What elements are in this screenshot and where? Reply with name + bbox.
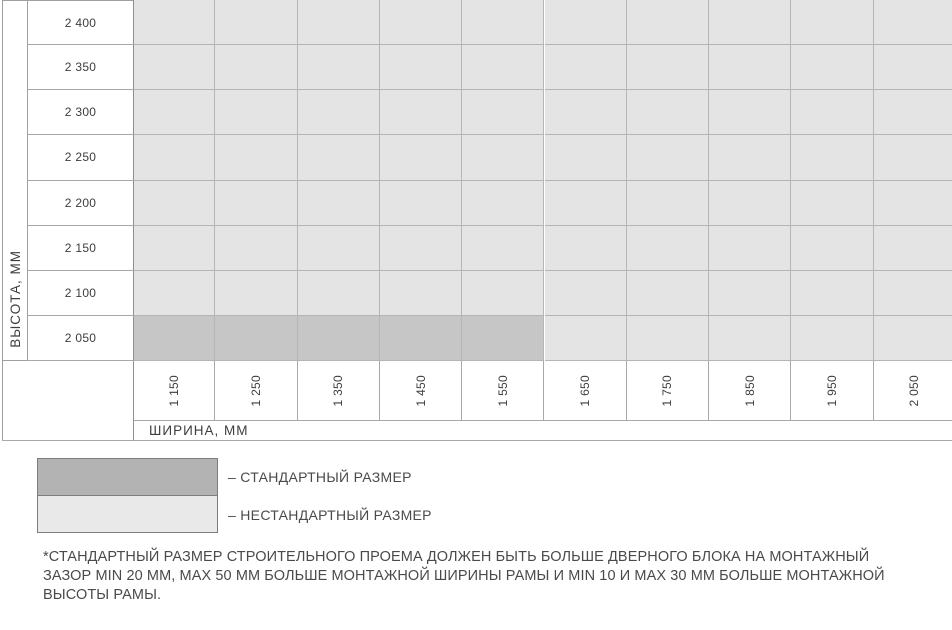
size-cell <box>709 226 791 271</box>
legend-swatch-nonstandard <box>37 495 218 533</box>
legend-swatch-standard <box>37 458 218 496</box>
size-cell <box>545 316 627 361</box>
size-cell <box>133 181 215 226</box>
size-cell <box>380 0 462 45</box>
size-cell <box>709 271 791 316</box>
footnote-line: ВЫСОТЫ РАМЫ. <box>43 587 162 604</box>
size-cell <box>298 90 380 135</box>
legend <box>37 458 218 533</box>
size-cell <box>627 181 709 226</box>
size-cell <box>874 0 952 45</box>
size-cell <box>298 135 380 180</box>
size-cell <box>709 90 791 135</box>
size-cell <box>133 271 215 316</box>
y-axis-cell <box>2 0 28 361</box>
col-header-label: 1 950 <box>825 374 840 407</box>
size-cell <box>709 135 791 180</box>
size-cell <box>380 271 462 316</box>
size-cell <box>545 226 627 271</box>
size-cell <box>709 45 791 90</box>
col-header <box>627 361 709 420</box>
row-header: 2 100 <box>28 271 133 316</box>
size-cell <box>627 90 709 135</box>
row-header: 2 200 <box>28 181 133 226</box>
size-cell <box>462 45 544 90</box>
col-header-label: 2 050 <box>907 374 922 407</box>
row-header: 2 250 <box>28 135 133 180</box>
row-header: 2 050 <box>28 316 133 361</box>
size-matrix <box>133 0 952 361</box>
size-cell <box>380 45 462 90</box>
size-cell <box>215 316 297 361</box>
size-cell <box>627 0 709 45</box>
col-header-label: 1 150 <box>167 374 182 407</box>
legend-label-nonstandard: – НЕСТАНДАРТНЫЙ РАЗМЕР <box>228 507 432 523</box>
size-cell <box>298 226 380 271</box>
size-cell <box>462 181 544 226</box>
size-cell <box>462 0 544 45</box>
size-cell <box>791 135 873 180</box>
size-cell <box>380 181 462 226</box>
col-header <box>874 361 952 420</box>
size-cell <box>709 181 791 226</box>
size-cell <box>462 271 544 316</box>
col-header-label: 1 350 <box>331 374 346 407</box>
size-cell <box>545 181 627 226</box>
footnote-line: *СТАНДАРТНЫЙ РАЗМЕР СТРОИТЕЛЬНОГО ПРОЕМА ДОЛЖЕН БЫТЬ БОЛЬШЕ ДВЕРНОГО БЛОКА НА МОНТАЖНЫЙ <box>43 549 870 565</box>
size-cell <box>133 226 215 271</box>
bottom-left-cell <box>2 361 133 441</box>
col-header <box>215 361 297 420</box>
size-cell <box>133 0 215 45</box>
size-cell <box>380 226 462 271</box>
row-header: 2 400 <box>28 0 133 45</box>
size-cell <box>791 316 873 361</box>
size-cell <box>627 226 709 271</box>
col-header <box>791 361 873 420</box>
size-cell <box>298 45 380 90</box>
size-cell <box>791 226 873 271</box>
col-header-label: 1 650 <box>578 374 593 407</box>
row-headers <box>28 0 133 361</box>
size-cell <box>874 45 952 90</box>
size-cell <box>627 271 709 316</box>
size-cell <box>791 181 873 226</box>
size-cell <box>791 45 873 90</box>
row-header: 2 350 <box>28 45 133 90</box>
size-cell <box>298 0 380 45</box>
size-cell <box>545 45 627 90</box>
row-header: 2 300 <box>28 90 133 135</box>
size-cell <box>462 90 544 135</box>
col-header-label: 1 850 <box>742 374 757 407</box>
size-cell <box>215 135 297 180</box>
size-cell <box>874 181 952 226</box>
size-cell <box>215 45 297 90</box>
col-header <box>380 361 462 420</box>
size-cell <box>709 0 791 45</box>
size-cell <box>709 316 791 361</box>
size-cell <box>298 316 380 361</box>
size-cell <box>545 90 627 135</box>
size-cell <box>298 271 380 316</box>
size-cell <box>545 0 627 45</box>
y-axis-label: ВЫСОТА, ММ <box>7 250 23 348</box>
footnote-line: ЗАЗОР MIN 20 ММ, MAX 50 ММ БОЛЬШЕ МОНТАЖНОЙ ШИРИНЫ РАМЫ И MIN 10 И MAX 30 ММ БОЛЬШЕ МОНТАЖНОЙ <box>43 568 885 585</box>
size-cell <box>874 135 952 180</box>
size-cell <box>133 135 215 180</box>
size-cell <box>874 316 952 361</box>
size-cell <box>380 90 462 135</box>
col-header <box>545 361 627 420</box>
size-cell <box>215 226 297 271</box>
size-cell <box>545 271 627 316</box>
x-axis-row <box>133 420 952 441</box>
size-cell <box>874 90 952 135</box>
size-cell <box>791 90 873 135</box>
size-cell <box>545 135 627 180</box>
size-cell <box>380 316 462 361</box>
size-cell <box>874 271 952 316</box>
size-cell <box>627 316 709 361</box>
col-header <box>298 361 380 420</box>
col-header-label: 1 550 <box>495 374 510 407</box>
size-cell <box>133 316 215 361</box>
col-header <box>462 361 544 420</box>
col-header <box>709 361 791 420</box>
size-cell <box>462 316 544 361</box>
col-headers <box>133 361 952 420</box>
size-cell <box>215 181 297 226</box>
size-cell <box>462 226 544 271</box>
size-cell <box>627 135 709 180</box>
legend-label-standard: – СТАНДАРТНЫЙ РАЗМЕР <box>228 469 412 485</box>
size-cell <box>874 226 952 271</box>
size-cell <box>791 271 873 316</box>
x-axis-label: ШИРИНА, ММ <box>149 423 249 438</box>
size-cell <box>215 90 297 135</box>
footnote <box>43 548 885 606</box>
size-cell <box>133 45 215 90</box>
col-header-label: 1 250 <box>248 374 263 407</box>
size-cell <box>215 271 297 316</box>
size-cell <box>133 90 215 135</box>
size-cell <box>298 181 380 226</box>
size-cell <box>462 135 544 180</box>
size-cell <box>791 0 873 45</box>
size-cell <box>380 135 462 180</box>
size-cell <box>215 0 297 45</box>
size-cell <box>627 45 709 90</box>
row-header: 2 150 <box>28 226 133 271</box>
col-header-label: 1 450 <box>413 374 428 407</box>
col-header <box>133 361 215 420</box>
col-header-label: 1 750 <box>660 374 675 407</box>
